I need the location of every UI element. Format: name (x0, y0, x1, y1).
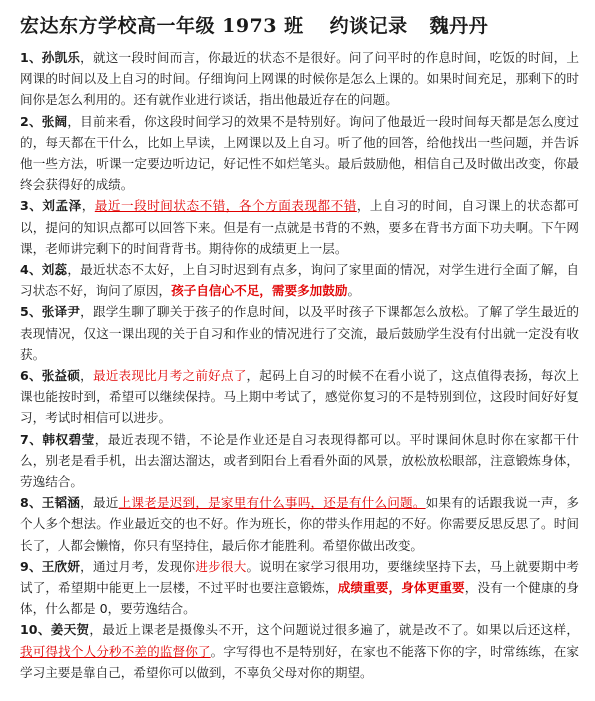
highlighted-remark: 孩子自信心不足，需要多加鼓励 (171, 283, 348, 299)
highlighted-remark: 我可得找个人分秒不差的监督你了 (20, 643, 211, 659)
entry-index: 6、 (20, 368, 42, 384)
conversation-entry (20, 556, 579, 620)
conversation-entry (20, 365, 579, 429)
entry-index: 9、 (20, 558, 42, 574)
entry-text: 如果有的话跟我说一声，多个人多个想法。作业最近交的也不好。作为班长，你的带头作用起的不好。你需要反思反思了。时间长了，人都会懒惰，你只有坚持住，最后你才能胜利。希望你做出改变。 (20, 495, 580, 553)
conversation-entry (20, 429, 579, 493)
conversation-entry (20, 301, 579, 365)
entry-text: ，最近上课老是摄像头不开，这个问题说过很多遍了，就是改不了。如果以后还这样， (89, 622, 580, 638)
entry-text: ，最近 (80, 495, 119, 511)
student-name: 张译尹 (41, 304, 81, 320)
document-title (20, 14, 579, 38)
conversation-entry (20, 47, 579, 111)
entry-index: 10、 (20, 622, 51, 638)
highlighted-remark: 进步很大 (195, 558, 247, 574)
entry-text: ，没有一个健康的身体，什么都是 0，要劳逸结合。 (20, 580, 580, 617)
entry-index: 1、 (20, 50, 42, 65)
student-name: 刘蕊 (41, 262, 68, 278)
student-name: 刘孟泽 (42, 198, 82, 214)
entry-index: 8、 (20, 495, 42, 511)
student-name: 王韬涵 (41, 495, 81, 511)
highlighted-remark: 最近表现比月考之前好点了 (92, 368, 247, 384)
entry-text: 。说明在家学习很用功，要继续坚持下去，马上就要期中考试了，希望期中能更上一层楼，不过平时也要注意锻炼， (20, 558, 580, 596)
conversation-entry (20, 111, 579, 196)
conversation-entry (20, 492, 579, 556)
entry-text: ，起码上自习的时候不在看小说了，这点值得表扬，每次上课也能按时到，希望可以继续保持。马上期中考试了，感觉你复习的不是特别到位，这段时间好好复习，考试时相信可以进步。 (20, 368, 580, 426)
entry-text: 。 (347, 283, 361, 299)
student-name: 姜天贺 (50, 622, 90, 638)
student-name: 张益硕 (41, 368, 81, 384)
conversation-entry (20, 259, 579, 301)
entry-text: ，最近表现不错，不论是作业还是自习表现得都可以。平时课间休息时你在家都干什么，别老是看手机，出去溜达溜达，或者到阳台上看看外面的风景，放松放松眼部，注意锻炼身体，劳逸结合。 (20, 431, 580, 490)
highlighted-remark: 成绩重要，身体更重要 (337, 580, 465, 596)
entry-text: ，跟学生聊了聊关于孩子的作息时间，以及平时孩子下课都怎么放松。了解了学生最近的表现情况，仅这一课出现的关于自习和作业的情况进行了交流，最后鼓励学生没有付出就一定没有收获。 (20, 304, 580, 362)
student-name: 韩权碧莹 (42, 431, 95, 447)
highlighted-remark: 上课老是迟到，是家里有什么事吗，还是有什么问题。 (118, 495, 426, 511)
entry-index: 4、 (20, 262, 42, 278)
title-school-class: 宏达东方学校高一年级 1973 班 (20, 15, 304, 37)
title-doc-type: 约谈记录 (329, 15, 408, 37)
entry-text: ， (80, 368, 93, 384)
student-name: 孙凯乐 (41, 50, 81, 65)
entry-index: 3、 (20, 198, 43, 214)
entry-text: ，上自习的时间，自习课上的状态都可以，提问的知识点都可以回答下来。但是有一点就是书背的不熟，要多在背书方面下功夫啊。下午网课，老师讲完剩下的时间背背书。期待你的成绩更上一层。 (20, 198, 580, 256)
entry-text: ，最近状态不太好，上自习时迟到有点多，询问了家里面的情况，对学生进行全面了解，自习状态不好，询问了原因， (20, 262, 580, 299)
entry-text: ，目前来看，你这段时间学习的效果不是特别好。询问了他最近一段时间每天都是怎么度过的，每天都在干什么，比如上早读，上网课以及上自习。听了他的回答，给他找出一些问题，并告诉他一些方法，听课一定要边听边记，好记性不如烂笔头。最后鼓励他，相信自己及时做出改变，你最终会获得好的成绩。 (20, 113, 580, 193)
entry-index: 5、 (20, 304, 42, 320)
entry-text: 。字写得也不是特别好，在家也不能落下你的字，时常练练，在家学习主要是靠自己，希望你可以做到，不辜负父母对你的期望。 (20, 643, 580, 680)
student-name: 王欣妍 (41, 558, 81, 574)
entry-text: ，通过月考，发现你 (80, 558, 196, 574)
entry-text: ， (81, 198, 95, 214)
student-name: 张阔 (41, 113, 68, 129)
entry-index: 2、 (20, 113, 42, 129)
highlighted-remark: 最近一段时间状态不错，各个方面表现都不错 (94, 198, 357, 214)
conversation-entry (20, 619, 579, 683)
title-author: 魏丹丹 (429, 15, 489, 37)
entry-index: 7、 (20, 431, 43, 447)
entry-text: ，就这一段时间而言，你最近的状态不是很好。问了问平时的作息时间，吃饭的时间，上网课的时间以及上自习的时间。仔细询问上网课的时候你是怎么上课的。如果时间充足，那剩下的时间你是怎么利用的。还有就作业进行谈话，指出他最近存在的问题。 (20, 50, 580, 108)
entries-list (20, 47, 579, 683)
conversation-entry (20, 195, 579, 259)
